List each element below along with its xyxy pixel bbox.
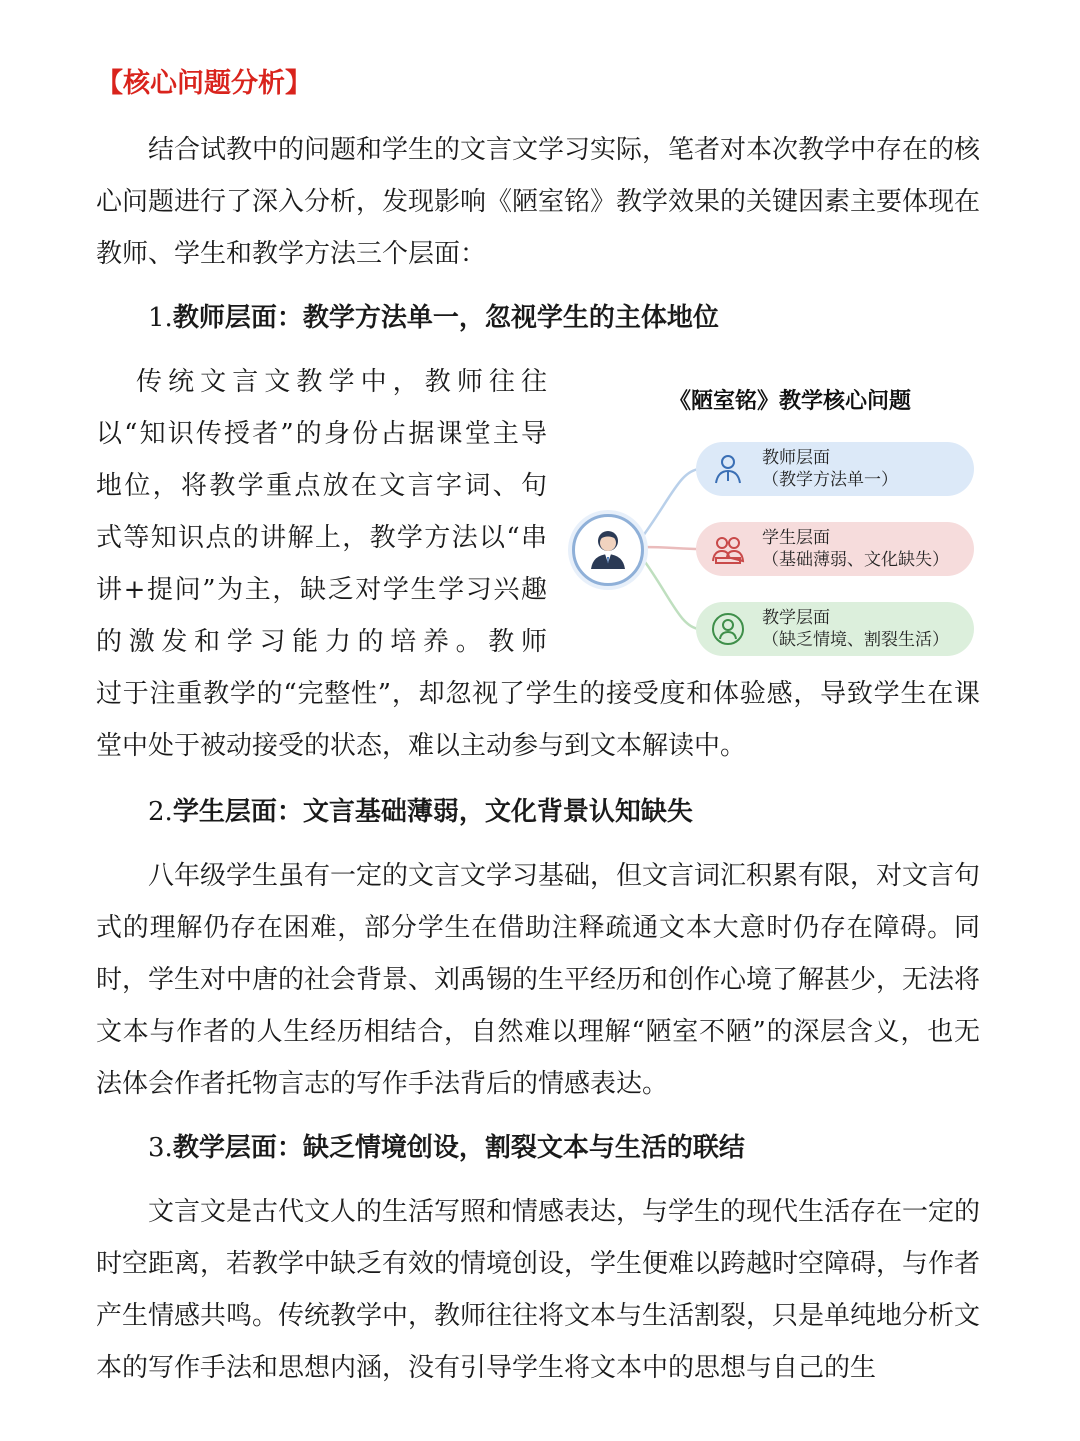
teacher-icon [710, 451, 746, 487]
heading-number: 2. [148, 797, 173, 827]
heading-text: 教师层面：教学方法单一，忽视学生的主体地位 [172, 303, 719, 333]
section-title: 【核心问题分析】 [96, 68, 312, 99]
branch-label: 教学层面 [762, 608, 830, 628]
student-paragraph: 八年级学生虽有一定的文言文学习基础，但文言词汇积累有限，对文言句式的理解仍存在困难，部分学生在借助注释疏通文本大意时仍存在障碍。同时，学生对中唐的社会背景、刘禹锡的生平经历和创作心境了解甚少，无法将文本与作者的人生经历相结合，自然难以理解“陋室不陋”的深层含义，也无法体会作者托物言志的写作手法背后的情感表达。 [96, 861, 981, 1099]
students-icon [710, 531, 746, 567]
branch-label: 教师层面 [762, 448, 830, 468]
heading-number: 3. [148, 1133, 173, 1163]
teaching-paragraph: 文言文是古代文人的生活写照和情感表达，与学生的现代生活存在一定的时空距离，若教学中缺乏有效的情境创设，学生便难以跨越时空障碍，与作者产生情感共鸣。传统教学中，教师往往将文本与生活割裂，只是单纯地分析文本的写作手法和思想内涵，没有引导学生将文本中的思想与自己的生 [96, 1197, 981, 1383]
core-problem-diagram [560, 380, 990, 670]
branch-teaching [696, 602, 974, 656]
heading-text: 教学层面：缺乏情境创设，割裂文本与生活的联结 [172, 1133, 745, 1163]
heading-teacher [148, 292, 988, 344]
teacher-avatar-icon [572, 514, 644, 586]
branch-detail: （缺乏情境、割裂生活） [762, 630, 949, 650]
teacher-paragraph-continued: 过于注重教学的“完整性”，却忽视了学生的接受度和体验感，导致学生在课堂中处于被动接受的状态，难以主动参与到文本解读中。 [96, 679, 980, 761]
diagram-title: 《陋室铭》教学核心问题 [668, 389, 911, 414]
teaching-icon [710, 611, 746, 647]
heading-number: 1. [148, 303, 173, 333]
branch-detail: （基础薄弱、文化缺失） [762, 550, 949, 570]
branch-label: 学生层面 [762, 528, 830, 548]
heading-teaching [148, 1122, 988, 1174]
heading-text: 学生层面：文言基础薄弱，文化背景认知缺失 [172, 797, 693, 827]
teacher-paragraph-wrapped: 传统文言文教学中，教师往往以“知识传授者”的身份占据课堂主导地位，将教学重点放在文言字词、句式等知识点的讲解上，教学方法以“串讲+提问”为主，缺乏对学生学习兴趣的激发和学习能力的培养。教师 [96, 367, 548, 657]
branch-detail: （教学方法单一） [762, 470, 898, 490]
branch-teacher [696, 442, 974, 496]
intro-paragraph: 结合试教中的问题和学生的文言文学习实际，笔者对本次教学中存在的核心问题进行了深入分析，发现影响《陋室铭》教学效果的关键因素主要体现在教师、学生和教学方法三个层面： [96, 135, 981, 269]
heading-student [148, 786, 988, 838]
branch-student [696, 522, 974, 576]
